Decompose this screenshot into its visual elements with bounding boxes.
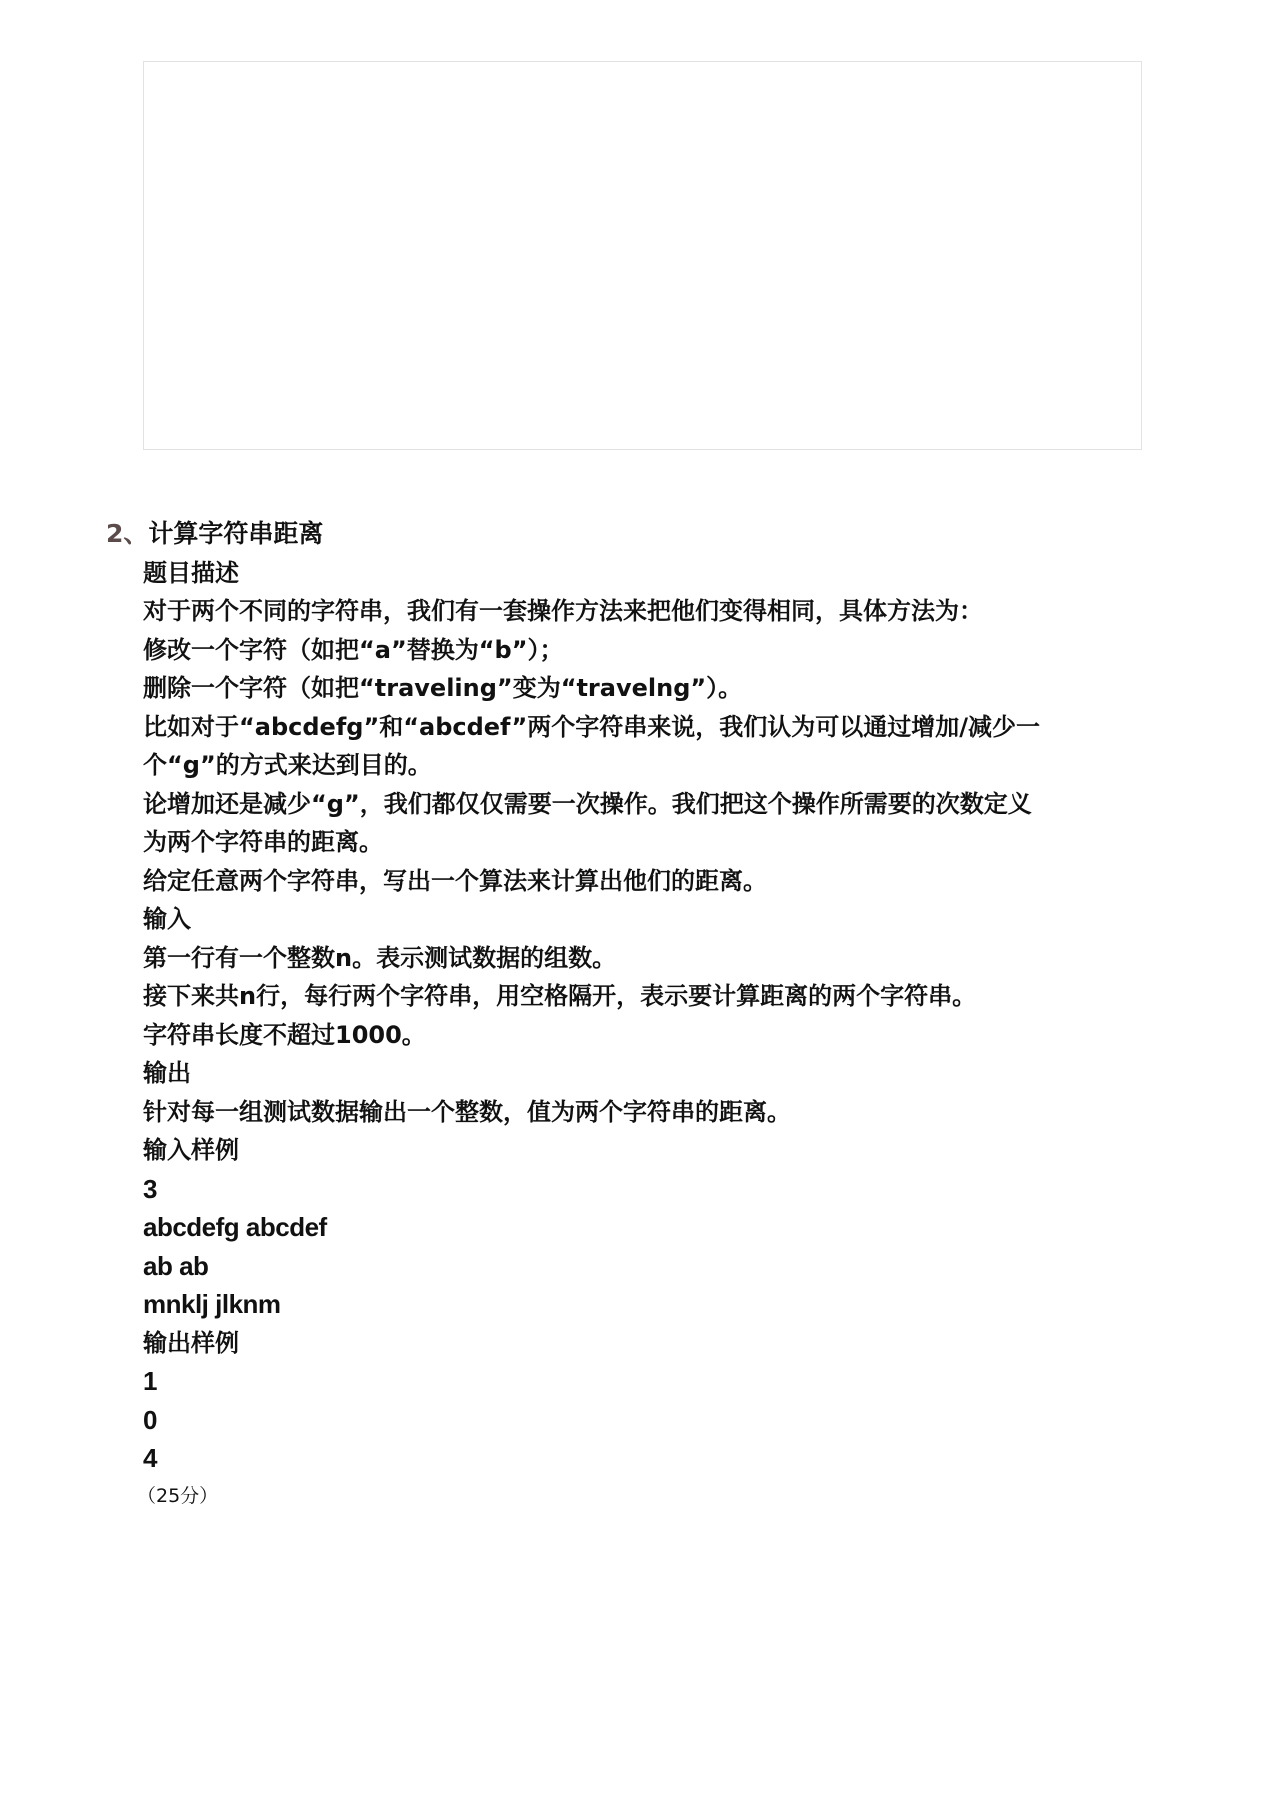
description-line: 比如对于“abcdefg”和“abcdef”两个字符串来说，我们认为可以通过增加/减少一 bbox=[143, 712, 1041, 741]
question-number-separator: 、 bbox=[123, 519, 149, 548]
sample-input-line: abcdefg abcdef bbox=[143, 1212, 327, 1242]
sample-output-line: 0 bbox=[143, 1404, 157, 1435]
question-title: 计算字符串距离 bbox=[148, 519, 324, 548]
question-number: 2 bbox=[106, 519, 124, 548]
section-heading-output: 输出 bbox=[143, 1059, 191, 1087]
section-heading-sample-output: 输出样例 bbox=[143, 1328, 239, 1357]
question-heading bbox=[106, 515, 1166, 554]
description-line: 删除一个字符（如把“traveling”变为“travelng”）。 bbox=[143, 674, 743, 702]
question-2 bbox=[106, 515, 1166, 1514]
question-body bbox=[106, 554, 1166, 1514]
input-description-line: 字符串长度不超过1000。 bbox=[143, 1020, 426, 1049]
description-line: 给定任意两个字符串，写出一个算法来计算出他们的距离。 bbox=[143, 866, 767, 895]
input-description-line: 接下来共n行，每行两个字符串，用空格隔开，表示要计算距离的两个字符串。 bbox=[143, 982, 977, 1010]
output-description-line: 针对每一组测试数据输出一个整数，值为两个字符串的距离。 bbox=[143, 1097, 791, 1126]
score-label: （25分） bbox=[137, 1484, 219, 1507]
sample-input-line: mnklj jlknm bbox=[143, 1289, 281, 1319]
input-description-line: 第一行有一个整数n。表示测试数据的组数。 bbox=[143, 943, 617, 972]
description-line: 为两个字符串的距离。 bbox=[143, 828, 383, 856]
description-line: 论增加还是减少“g”，我们都仅仅需要一次操作。我们把这个操作所需要的次数定义 bbox=[143, 789, 1032, 818]
sample-output-line: 1 bbox=[143, 1366, 157, 1396]
sample-output-line: 4 bbox=[143, 1443, 157, 1473]
description-line: 个“g”的方式来达到目的。 bbox=[143, 751, 432, 779]
sample-input-line: ab ab bbox=[143, 1250, 209, 1281]
section-heading-sample-input: 输入样例 bbox=[143, 1136, 239, 1164]
description-line: 对于两个不同的字符串，我们有一套操作方法来把他们变得相同，具体方法为： bbox=[143, 597, 983, 625]
section-heading-description: 题目描述 bbox=[143, 558, 239, 587]
answer-area-box[interactable] bbox=[143, 61, 1142, 450]
sample-input-line: 3 bbox=[143, 1173, 157, 1204]
section-heading-input: 输入 bbox=[143, 905, 191, 933]
description-line: 修改一个字符（如把“a”替换为“b”）； bbox=[143, 635, 564, 664]
